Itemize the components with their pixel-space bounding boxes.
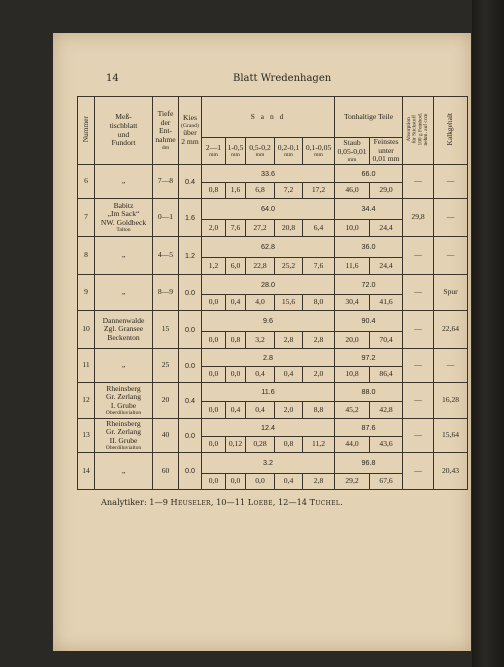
cell-nummer: 11 [78,349,95,383]
cell-sand-total: 64.0 [202,199,335,220]
cell-nummer: 13 [78,419,95,453]
cell-sand-fraction: 0,4 [275,474,303,490]
cell-fundort: „ [95,453,153,490]
cell-staub: 20,0 [335,332,370,349]
cell-ton-total: 36.0 [335,237,403,258]
cell-nummer: 12 [78,383,95,419]
cell-sand-fraction: 6,8 [246,183,275,199]
table-row [78,311,468,332]
table-row [78,419,468,437]
cell-sand-fraction: 6,0 [226,258,246,275]
table-row [78,453,468,474]
cell-feinstes: 41,6 [370,295,403,311]
cell-sand-fraction: 0,0 [226,474,246,490]
cell-ton-total: 90.4 [335,311,403,332]
cell-kalkgehalt: 22,64 [434,311,468,349]
header-absorption: Absorption für Stickstoff 100 g Feinbod. nehm. auf ccm [403,97,434,165]
cell-ton-total: 96.8 [335,453,403,474]
cell-ton-total: 97.2 [335,349,403,367]
cell-kies: 0.4 [179,383,202,419]
cell-staub: 45,2 [335,402,370,419]
cell-tiefe: 40 [153,419,179,453]
cell-kalkgehalt: 16,28 [434,383,468,419]
cell-sand-fraction: 6,4 [303,220,335,237]
cell-sand-fraction: 0,4 [226,295,246,311]
cell-sand-fraction: 2,0 [303,367,335,383]
table-row [78,349,468,367]
cell-absorption: — [403,453,434,490]
cell-sand-fraction: 0,0 [202,402,226,419]
cell-ton-total: 34.4 [335,199,403,220]
table-row [78,199,468,220]
table-row [78,275,468,295]
cell-tiefe: 60 [153,453,179,490]
cell-staub: 46,0 [335,183,370,199]
cell-tiefe: 20 [153,383,179,419]
cell-sand-fraction: 2,8 [275,332,303,349]
cell-absorption: — [403,383,434,419]
cell-absorption: — [403,311,434,349]
header-sand-fraction: 0,5-0,2 mm [246,138,275,165]
header-fundort: Meß- tischblatt und Fundort [95,97,153,165]
cell-staub: 11,6 [335,258,370,275]
header-tonhaltige-teile: Tonhaltige Teile [335,97,403,138]
cell-kies: 0.0 [179,275,202,311]
book-page [53,33,471,651]
cell-nummer: 14 [78,453,95,490]
cell-absorption: 29,8 [403,199,434,237]
cell-feinstes: 70,4 [370,332,403,349]
cell-sand-fraction: 8,8 [303,402,335,419]
cell-sand-fraction: 2,8 [303,332,335,349]
cell-sand-total: 33.6 [202,165,335,183]
cell-sand-total: 9.6 [202,311,335,332]
cell-sand-fraction: 2,0 [202,220,226,237]
header-sand-fraction: 2—1 mm [202,138,226,165]
header-sand-fraction: 0,2-0,1 mm [275,138,303,165]
cell-ton-total: 87.6 [335,419,403,437]
cell-kies: 1.6 [179,199,202,237]
cell-feinstes: 42,8 [370,402,403,419]
cell-fundort: Babitz „Im Sack“ NW. Goldbeck Talton [95,199,153,237]
header-tiefe: Tiefe der Ent- nahme dm [153,97,179,165]
cell-ton-total: 88.0 [335,383,403,402]
cell-sand-fraction: 2,0 [275,402,303,419]
cell-sand-fraction: 20,8 [275,220,303,237]
cell-fundort: Rheinsberg Gr. Zerlang I. Grube Oberdiluvialton [95,383,153,419]
cell-nummer: 8 [78,237,95,275]
cell-kies: 0.0 [179,349,202,383]
cell-nummer: 7 [78,199,95,237]
cell-kies: 0.0 [179,311,202,349]
cell-sand-fraction: 1,6 [226,183,246,199]
cell-tiefe: 0—1 [153,199,179,237]
header-feinstes: Feinstes unter 0,01 mm [370,138,403,165]
cell-sand-total: 62.8 [202,237,335,258]
header-kies: Kies (Grand) über 2 mm [179,97,202,165]
cell-feinstes: 67,6 [370,474,403,490]
header-sand: S a n d [202,97,335,138]
cell-feinstes: 86,4 [370,367,403,383]
page-number: 14 [106,73,119,84]
cell-sand-fraction: 1,2 [202,258,226,275]
table-row [78,165,468,183]
cell-kalkgehalt: 15,64 [434,419,468,453]
cell-sand-fraction: 4,0 [246,295,275,311]
cell-sand-fraction: 17,2 [303,183,335,199]
cell-ton-total: 66.0 [335,165,403,183]
cell-fundort: „ [95,165,153,199]
cell-staub: 10,0 [335,220,370,237]
cell-sand-fraction: 0,4 [246,367,275,383]
cell-fundort: Rheinsberg Gr. Zerlang II. Grube Oberdiluvialton [95,419,153,453]
book-spine [472,0,504,667]
cell-kalkgehalt: — [434,349,468,383]
cell-sand-fraction: 0,4 [246,402,275,419]
cell-sand-fraction: 0,0 [246,474,275,490]
cell-kalkgehalt: — [434,165,468,199]
cell-kalkgehalt: — [434,199,468,237]
cell-sand-fraction: 0,4 [275,367,303,383]
header-nummer: Nummer [78,97,95,165]
cell-absorption: — [403,419,434,453]
cell-sand-total: 11.6 [202,383,335,402]
table-row [78,383,468,402]
cell-sand-total: 12.4 [202,419,335,437]
cell-kies: 1.2 [179,237,202,275]
header-kalkgehalt: Kalkgehalt [434,97,468,165]
cell-sand-fraction: 0,0 [202,332,226,349]
cell-sand-fraction: 25,2 [275,258,303,275]
cell-tiefe: 8—9 [153,275,179,311]
cell-sand-fraction: 0,8 [202,183,226,199]
cell-sand-total: 3.2 [202,453,335,474]
cell-fundort: „ [95,349,153,383]
cell-nummer: 6 [78,165,95,199]
header-staub: Staub 0,05-0,01 mm [335,138,370,165]
cell-tiefe: 4—5 [153,237,179,275]
cell-fundort: „ [95,237,153,275]
analysts-footer: Analytiker: 1—9 Heuseler, 10—11 Loebe, 12—14 Tuchel. [101,497,343,507]
page-header [53,73,471,89]
cell-feinstes: 24,4 [370,258,403,275]
cell-staub: 44,0 [335,437,370,453]
cell-absorption: — [403,237,434,275]
cell-fundort: „ [95,275,153,311]
cell-kies: 0.4 [179,165,202,199]
cell-fundort: Dannenwalde Zgl. Gransee Beckenton [95,311,153,349]
cell-sand-fraction: 7,2 [275,183,303,199]
cell-sand-fraction: 0,0 [202,437,226,453]
cell-nummer: 10 [78,311,95,349]
cell-absorption: — [403,275,434,311]
cell-kalkgehalt: — [434,237,468,275]
cell-sand-fraction: 0,0 [202,474,226,490]
page-title: Blatt Wredenhagen [233,73,332,84]
table-row [78,237,468,258]
cell-kalkgehalt: 20,43 [434,453,468,490]
cell-sand-fraction: 11,2 [303,437,335,453]
cell-sand-fraction: 0,8 [226,332,246,349]
cell-staub: 29,2 [335,474,370,490]
cell-staub: 30,4 [335,295,370,311]
cell-sand-fraction: 3,2 [246,332,275,349]
soil-analysis-table [77,96,468,490]
cell-sand-fraction: 0,8 [275,437,303,453]
header-sand-fraction: 0,1-0,05 mm [303,138,335,165]
cell-sand-fraction: 0,4 [226,402,246,419]
cell-sand-fraction: 0,0 [226,367,246,383]
cell-sand-fraction: 0,0 [202,367,226,383]
cell-tiefe: 15 [153,311,179,349]
cell-sand-fraction: 0,0 [202,295,226,311]
cell-nummer: 9 [78,275,95,311]
cell-sand-fraction: 2,8 [303,474,335,490]
cell-feinstes: 24,4 [370,220,403,237]
cell-feinstes: 29,0 [370,183,403,199]
cell-sand-fraction: 15,6 [275,295,303,311]
cell-ton-total: 72.0 [335,275,403,295]
cell-sand-fraction: 0,28 [246,437,275,453]
cell-sand-total: 28.0 [202,275,335,295]
cell-sand-total: 2.8 [202,349,335,367]
cell-sand-fraction: 7,6 [303,258,335,275]
cell-feinstes: 43,6 [370,437,403,453]
cell-tiefe: 7—8 [153,165,179,199]
cell-sand-fraction: 7,6 [226,220,246,237]
cell-absorption: — [403,165,434,199]
cell-kies: 0.0 [179,419,202,453]
cell-kies: 0.0 [179,453,202,490]
cell-sand-fraction: 22,8 [246,258,275,275]
cell-sand-fraction: 8,0 [303,295,335,311]
cell-sand-fraction: 27,2 [246,220,275,237]
header-sand-fraction: 1-0,5 mm [226,138,246,165]
cell-sand-fraction: 0,12 [226,437,246,453]
cell-absorption: — [403,349,434,383]
cell-tiefe: 25 [153,349,179,383]
cell-kalkgehalt: Spur [434,275,468,311]
cell-staub: 10,8 [335,367,370,383]
